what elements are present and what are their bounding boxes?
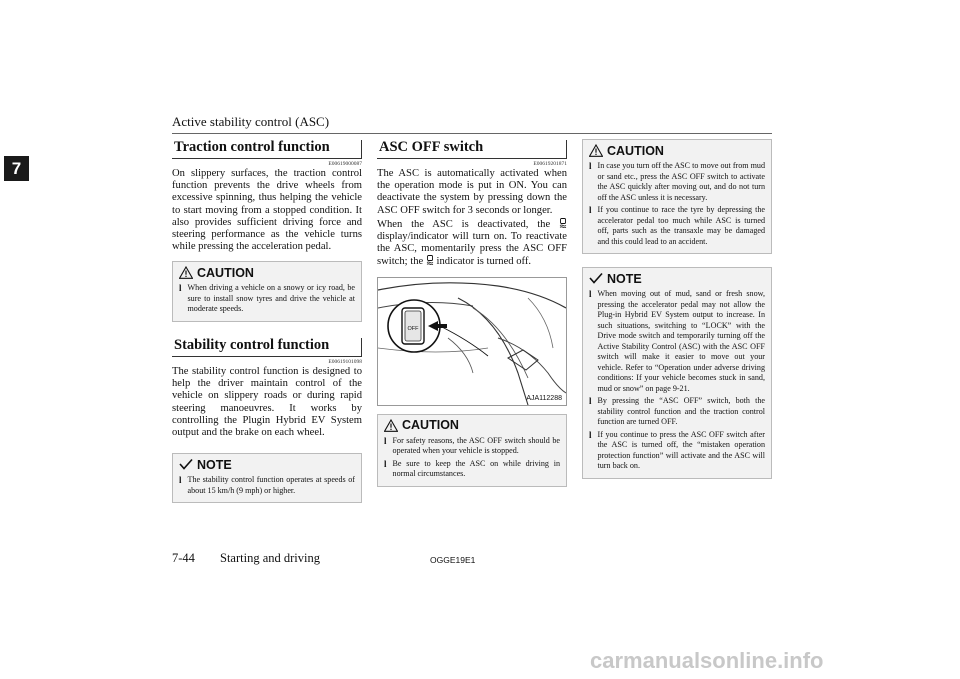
warning-triangle-icon (589, 144, 603, 157)
bullet-icon: l (589, 429, 592, 440)
dashboard-illustration (378, 278, 566, 405)
zoom-circle (388, 300, 447, 352)
asc-indicator-icon (559, 218, 567, 228)
traction-body: On slippery surfaces, the traction control function prevents the drive wheels from excessive spinning, thus helping the vehicle to start moving from a stopped condition. It also provides sufficient driving force and steering performance as the vehicle turns while pressing the acceleration pedal. (172, 168, 362, 253)
footer-section-name: Starting and driving (220, 551, 320, 565)
traction-caution-box (172, 261, 362, 322)
bullet-icon: l (589, 205, 592, 215)
right-caution-box (582, 139, 772, 254)
stability-body: The stability control function is designed to help the driver maintain control of the vehicle on slippery roads or during rapid steering manoeuvres. It works by controlling the Plugin Hybrid EV System output and the brake on each wheel. (172, 365, 362, 438)
warning-triangle-icon (384, 419, 398, 432)
asc-off-body-1: The ASC is automatically activated when the operation mode is put in ON. You can deactivate the system by pressing down the ASC OFF switch for 3 seconds or longer. (377, 168, 567, 216)
stability-title: Stability control function (172, 334, 362, 357)
caution-title: CAUTION (607, 143, 664, 158)
note-item: l The stability control function operates at speeds of about 15 km/h (9 mph) or higher. (179, 475, 355, 495)
note-item: l By pressing the “ASC OFF” switch, both the stability control function and the traction control function are turned OFF. (589, 396, 765, 426)
bullet-icon: l (589, 161, 592, 171)
stability-note-box (172, 453, 362, 503)
note-check-icon (179, 458, 193, 471)
column-right (582, 136, 772, 479)
chapter-tab: 7 (4, 156, 29, 181)
traction-title: Traction control function (172, 136, 362, 159)
caution-item: l In case you turn off the ASC to move out from mud or sand etc., press the ASC OFF switch to activate the ASC quickly after moving out, and do not turn off the ASC unless it is necessary. (589, 161, 765, 202)
footer-doc-code: OGGE19E1 (430, 555, 476, 565)
traction-code: E00619000087 (328, 161, 362, 167)
note-item: l If you continue to press the ASC OFF switch after the ASC is turned off, the “mistaken operation protection function” will activate and the ASC will turn back on. (589, 429, 765, 470)
asc-off-body-2: When the ASC is deactivated, the display/indicator will turn on. To reactivate the ASC, momentarily press the ASC OFF switch; the indicator is turned off. (377, 218, 567, 268)
stability-code: E00619101098 (328, 358, 362, 365)
watermark: carmanualsonline.info (590, 648, 824, 673)
right-note-box (582, 267, 772, 479)
caution-title: CAUTION (402, 418, 459, 433)
header-rule (172, 133, 772, 134)
asc-off-switch-figure (377, 277, 567, 406)
asc-indicator-icon (426, 255, 434, 265)
caution-title: CAUTION (197, 265, 254, 280)
bullet-icon: l (589, 289, 592, 299)
caution-item: l For safety reasons, the ASC OFF switch should be operated when your vehicle is stopped. (384, 435, 560, 456)
running-header: Active stability control (ASC) (172, 114, 330, 129)
bullet-icon: l (589, 396, 592, 406)
warning-triangle-icon (179, 266, 193, 279)
bullet-icon: l (384, 458, 387, 469)
bullet-icon: l (179, 283, 182, 294)
note-title: NOTE (607, 271, 642, 286)
caution-item: l If you continue to race the tyre by depressing the accelerator pedal too much while ASC is turned off, parts such as the transaxle may be damaged and this could lead to an accident. (589, 205, 765, 246)
bullet-icon: l (384, 435, 387, 446)
switch-off-label: OFF (407, 325, 419, 332)
note-check-icon (589, 272, 603, 285)
bullet-icon: l (179, 475, 182, 486)
asc-off-title: ASC OFF switch (377, 136, 567, 159)
figure-label: AJA112288 (526, 394, 562, 402)
column-middle (377, 136, 567, 487)
note-title: NOTE (197, 457, 232, 472)
asc-off-caution-box (377, 414, 567, 487)
footer-page-number: 7-44 (172, 551, 195, 565)
note-item: l When moving out of mud, sand or fresh snow, pressing the accelerator pedal may not allow the Plug-in Hybrid EV System output to increase. In such situations, switching to “LOCK” with the Drive mode switch and temporarily turning off the Active Stability Control (ASC) with the ASC OFF switch will make it easier to move out your vehicle. Refer to “Operation under adverse driving conditions: If your vehicle becomes stuck in sand, mud or snow” on page 9-21. (589, 289, 765, 393)
asc-off-code: E00619201871 (533, 161, 567, 167)
column-left (172, 136, 362, 503)
caution-item: l When driving a vehicle on a snowy or icy road, be sure to install snow tyres and drive the vehicle at moderate speeds. (179, 283, 355, 314)
caution-item: l Be sure to keep the ASC on while driving in normal circumstances. (384, 458, 560, 479)
